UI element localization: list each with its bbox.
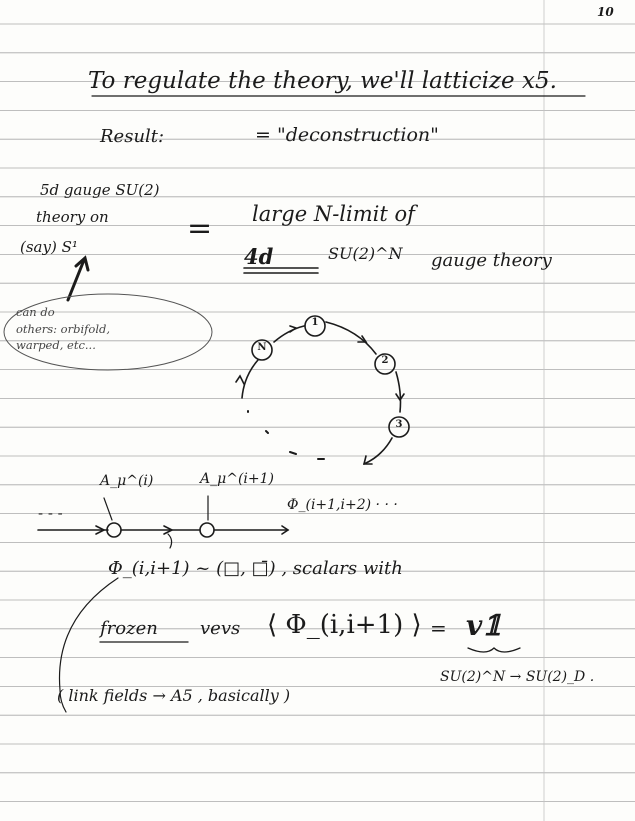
vevs-label: vevs bbox=[200, 618, 241, 639]
quiver-dots-right: · · · bbox=[375, 497, 398, 513]
equivalence-gauge-theory: gauge theory bbox=[431, 250, 552, 271]
bubble-outline bbox=[4, 294, 212, 370]
quiver-dots-left: - - - bbox=[38, 504, 63, 522]
ring-arc-n-down bbox=[242, 360, 258, 398]
quiver-field-left: A_μ^(i) bbox=[100, 473, 154, 489]
arrow-amu-i bbox=[104, 498, 112, 520]
symmetry-breaking: SU(2)^N → SU(2)_D . bbox=[440, 669, 595, 685]
quiver-node-i-plus-1 bbox=[200, 523, 214, 537]
quiver-field-right: A_μ^(i+1) bbox=[200, 471, 274, 487]
vevs-equals: = bbox=[430, 616, 447, 640]
page-number: 10 bbox=[597, 5, 614, 19]
quiver-node-i bbox=[107, 523, 121, 537]
ring-arc-2-3 bbox=[396, 372, 401, 412]
vevs-bracket: ⟨ Φ_(i,i+1) ⟩ bbox=[267, 610, 422, 640]
v-brace bbox=[468, 648, 520, 652]
equivalence-left-line-1: 5d gauge SU(2) bbox=[40, 181, 160, 199]
equivalence-group: SU(2)^N bbox=[328, 244, 403, 263]
ring-node-3: 3 bbox=[395, 419, 403, 430]
equivalence-4d: 4d bbox=[244, 244, 274, 269]
equivalence-left-line-2: theory on bbox=[36, 208, 109, 226]
vevs-frozen: frozen bbox=[100, 618, 158, 639]
quiver-link-field: Φ_(i+1,i+2) bbox=[287, 497, 372, 513]
equivalence-left-line-3: (say) S¹ bbox=[20, 238, 78, 256]
ring-dashed-gap bbox=[248, 411, 324, 459]
arrow-phi-to-link bbox=[168, 534, 172, 548]
ring-arc-n-down-head bbox=[236, 376, 244, 384]
result-label: Result: bbox=[100, 126, 165, 147]
bubble-note: can do others: orbifold, warped, etc... bbox=[16, 305, 111, 353]
link-fields-note: ( link fields → A5 , basically ) bbox=[57, 686, 291, 705]
ring-arc-n-1 bbox=[274, 326, 304, 342]
ring-node-1: 1 bbox=[311, 317, 319, 328]
result-value: = "deconstruction" bbox=[255, 124, 439, 146]
equivalence-right-line-1: large N-limit of bbox=[252, 202, 415, 226]
ring-node-2: 2 bbox=[381, 355, 389, 366]
equivalence-equals: = bbox=[187, 211, 213, 246]
ring-arc-1-2 bbox=[326, 322, 376, 354]
scalars-line: Φ_(i,i+1) ~ (□, □̄) , scalars with bbox=[108, 558, 403, 579]
heading: To regulate the theory, we'll latticize x5. bbox=[88, 68, 557, 94]
ring-arc-3-down bbox=[364, 438, 392, 464]
quiver-link-label bbox=[287, 498, 398, 512]
4d-double-underline bbox=[244, 268, 318, 273]
vevs-value: v𝟙 bbox=[466, 609, 502, 642]
ring-node-n: N bbox=[257, 342, 267, 353]
